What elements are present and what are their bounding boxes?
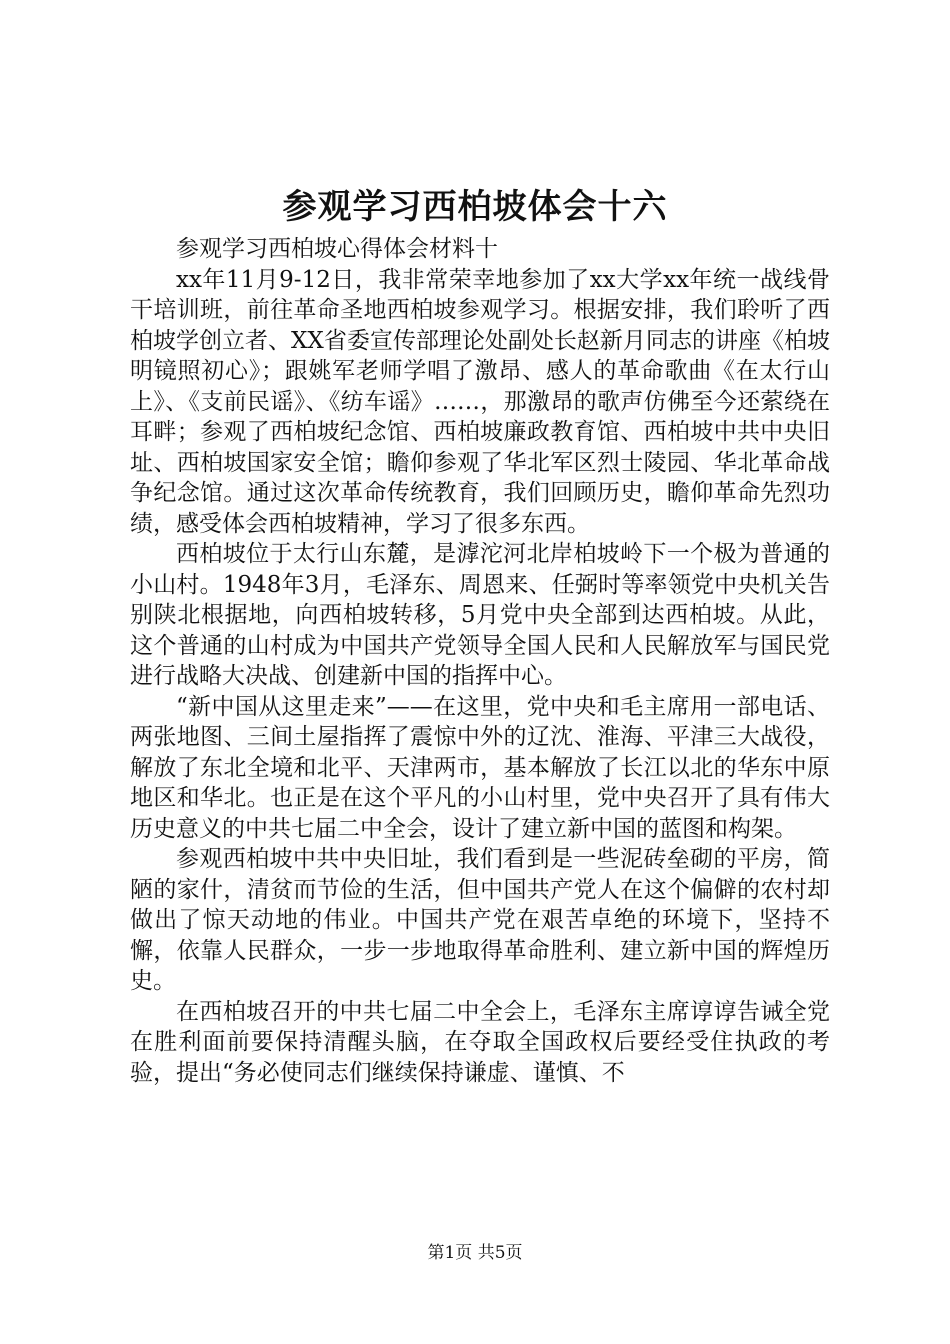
document-body — [130, 234, 830, 1188]
document-title: 参观学习西柏坡体会十六 — [282, 187, 668, 227]
paragraph-1: xx年11月9-12日，我非常荣幸地参加了xx大学xx年统一战线骨干培训班，前往革命圣地西柏坡参观学习。根据安排，我们聆听了西柏坡学创立者、XX省委宣传部理论处副处长赵新月同志的讲座《柏坡明镜照初心》；跟姚军老师学唱了激昂、感人的革命歌曲《在太行山上》、《支前民谣》、《纺车谣》……，那激昂的歌声仿佛至今还萦绕在耳畔；参观了西柏坡纪念馆、西柏坡廉政教育馆、西柏坡中共中央旧址、西柏坡国家安全馆；瞻仰参观了华北军区烈士陵园、华北革命战争纪念馆。通过这次革命传统教育，我们回顾历史，瞻仰革命先烈功绩，感受体会西柏坡精神，学习了很多东西。 — [130, 266, 830, 537]
paragraph-5: 在西柏坡召开的中共七届二中全会上，毛泽东主席谆谆告诫全党在胜利面前要保持清醒头脑，在夺取全国政权后要经受住执政的考验，提出“务必使同志们继续保持谦虚、谨慎、不 — [130, 998, 830, 1086]
paragraph-3: “新中国从这里走来”——在这里，党中央和毛主席用一部电话、两张地图、三间土屋指挥了震惊中外的辽沈、淮海、平津三大战役，解放了东北全境和北平、天津两市，基本解放了长江以北的华东中原地区和华北。也正是在这个平凡的小山村里，党中央召开了具有伟大历史意义的中共七届二中全会，设计了建立新中国的蓝图和构架。 — [130, 693, 830, 842]
paragraph-2: 西柏坡位于太行山东麓，是滹沱河北岸柏坡岭下一个极为普通的小山村。1948年3月，毛泽东、周恩来、任弼时等率领党中央机关告别陕北根据地，向西柏坡转移，5月党中央全部到达西柏坡。从此，这个普通的山村成为中国共产党领导全国人民和人民解放军与国民党进行战略大决战、创建新中国的指挥中心。 — [130, 541, 830, 689]
paragraph-4: 参观西柏坡中共中央旧址，我们看到是一些泥砖垒砌的平房，简陋的家什，清贫而节俭的生活，但中国共产党人在这个偏僻的农村却做出了惊天动地的伟业。中国共产党在艰苦卓绝的环境下，坚持不懈，依靠人民群众，一步一步地取得革命胜利、建立新中国的辉煌历史。 — [130, 846, 830, 994]
document-subtitle: 参观学习西柏坡心得体会材料十 — [176, 236, 498, 262]
page-number: 第1页 共5页 — [427, 1243, 523, 1263]
